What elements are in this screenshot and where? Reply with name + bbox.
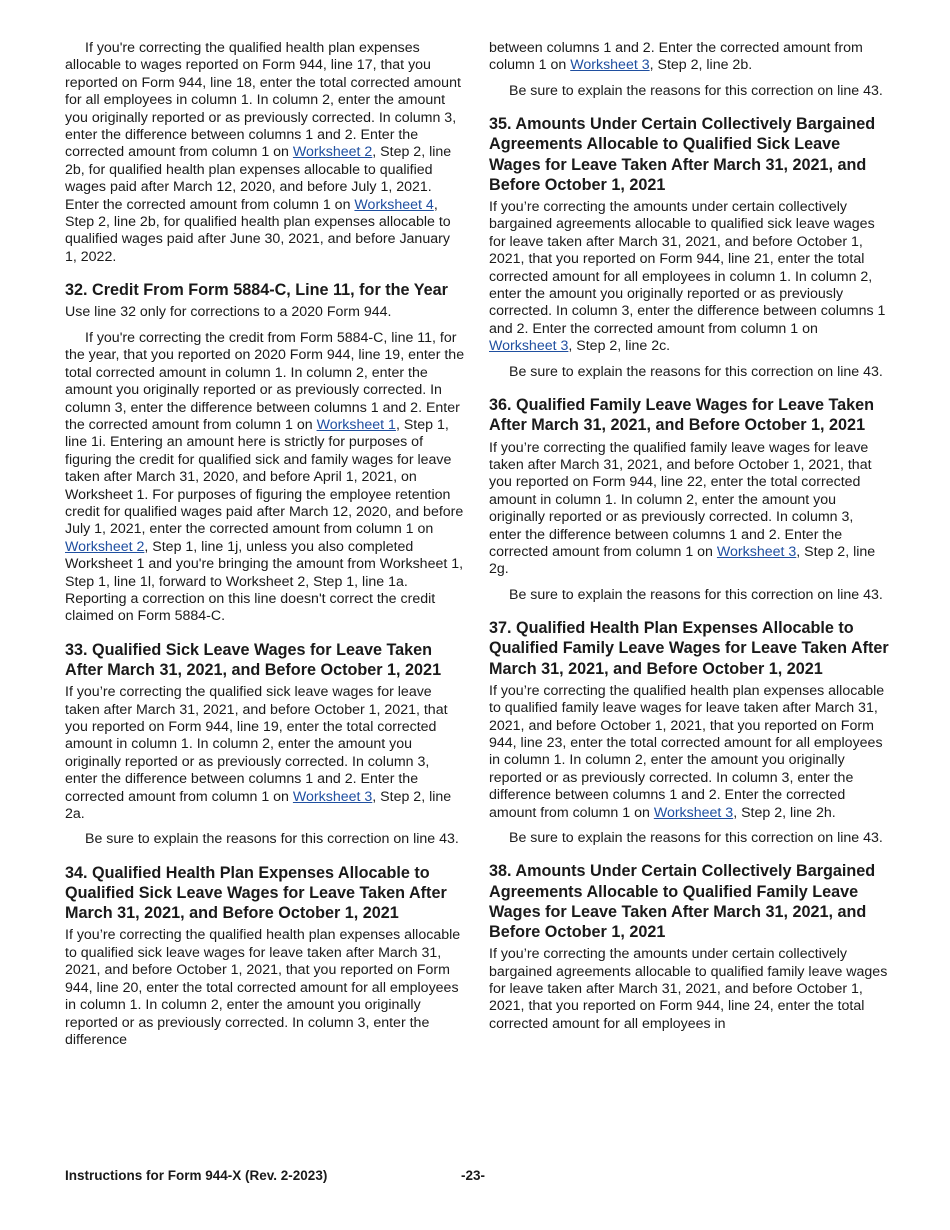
worksheet-1-link[interactable]: Worksheet 1: [316, 416, 396, 433]
footer-page-number: -23-: [461, 1168, 486, 1183]
worksheet-3-link[interactable]: Worksheet 3: [292, 788, 373, 805]
paragraph-line-35-body: If you’re correcting the amounts under certain collectively bargained agreements allocable to qualified sick leave wages for leave taken after March 31, 2021, and before October 1, 2021, that you reported on Form 944, line 21, enter the total corrected amount for all employees in column 1. In column 2, enter the amount you originally reported or as previously corrected. In column 3, enter the difference between columns 1 and 2. Enter the corrected amount from column 1 on Worksheet 3, Step 2, line 2c.: [489, 199, 886, 355]
worksheet-3-link[interactable]: Worksheet 3: [570, 57, 650, 74]
heading-line-37: 37. Qualified Health Plan Expenses Allocable to Qualified Family Leave Wages for Leave Taken After March 31, 2021, and Before October 1, 2021: [489, 619, 889, 678]
heading-line-36: 36. Qualified Family Leave Wages for Leave Taken After March 31, 2021, and Before October 1, 2021: [489, 396, 875, 435]
worksheet-2-link[interactable]: Worksheet 2: [65, 538, 145, 555]
paragraph-line-37-note: Be sure to explain the reasons for this correction on line 43.: [509, 830, 883, 847]
worksheet-3-link[interactable]: Worksheet 3: [489, 338, 569, 355]
paragraph-line-34-continued: between columns 1 and 2. Enter the corrected amount from column 1 on Worksheet 3, Step 2, line 2b.: [489, 40, 863, 74]
paragraph-line-37-body: If you’re correcting the qualified health plan expenses allocable to qualified family leave wages for leave taken after March 31, 2021, and before October 1, 2021, that you reported on Form 944, line 23, enter the total corrected amount for all employees in column 1. In column 2, enter the amount you originally reported or as previously corrected. In column 3, enter the difference between columns 1 and 2. Enter the corrected amount from column 1 on Worksheet 3, Step 2, line 2h.: [489, 682, 885, 821]
paragraph-line-36-body: If you’re correcting the qualified family leave wages for leave taken after March 31, 2021, and before October 1, 2021, that you reported on Form 944, line 22, enter the total corrected amount in column 1. In column 2, enter the amount you originally reported or as previously corrected. In column 3, enter the difference between columns 1 and 2. Enter the corrected amount from column 1 on Worksheet 3, Step 2, line 2g.: [489, 439, 876, 578]
worksheet-3-link[interactable]: Worksheet 3: [653, 804, 734, 821]
paragraph-line-34-body: If you’re correcting the qualified health plan expenses allocable to qualified sick leave wages for leave taken after March 31, 2021, and before October 1, 2021, that you reported on Form 944, line 20, enter the total corrected amount for all employees in column 1. In column 2, enter the amount you originally reported or as previously corrected. In column 3, enter the difference: [65, 927, 461, 1048]
heading-line-33: 33. Qualified Sick Leave Wages for Leave Taken After March 31, 2021, and Before October 1, 2021: [65, 640, 442, 679]
paragraph-line-32-usage: Use line 32 only for corrections to a 2020 Form 944.: [65, 304, 392, 321]
paragraph-line-32-body: If you're correcting the credit from Form 5884-C, line 11, for the year, that you reported on 2020 Form 944, line 19, enter the total corrected amount in column 1. In column 2, enter the amount you originally reported or as previously corrected. In column 3, enter the difference between columns 1 and 2. Enter the corrected amount from column 1 on Worksheet 1, Step 1, line 1i. Entering an amount here is strictly for purposes of figuring the credit for qualified sick and family wages for leave taken after March 31, 2020, and before April 1, 2021, on Worksheet 1. For purposes of figuring the employee retention credit for qualified wages paid after March 12, 2020, and before July 1, 2021, enter the corrected amount from column 1 on Worksheet 2, Step 1, line 1j, unless you also completed Worksheet 1 and you're bringing the amount from Worksheet 1, Step 1, line 1l, forward to Worksheet 2, Step 1, line 1a. Reporting a correction on this line doesn't correct the credit claimed on Form 5884-C.: [65, 329, 465, 625]
paragraph-line-36-note: Be sure to explain the reasons for this correction on line 43.: [509, 586, 883, 603]
footer-form-title: Instructions for Form 944-X (Rev. 2-2023): [65, 1168, 328, 1183]
paragraph-line-35-note: Be sure to explain the reasons for this correction on line 43.: [509, 363, 883, 380]
worksheet-4-link[interactable]: Worksheet 4: [354, 196, 434, 213]
paragraph-line-33-note: Be sure to explain the reasons for this correction on line 43.: [85, 831, 459, 848]
worksheet-2-link[interactable]: Worksheet 2: [292, 144, 373, 161]
left-column: [65, 40, 465, 1057]
paragraph-line-34-note: Be sure to explain the reasons for this correction on line 43.: [509, 82, 883, 99]
heading-line-34: 34. Qualified Health Plan Expenses Allocable to Qualified Sick Leave Wages for Leave Taken After March 31, 2021, and Before October 1, 2021: [65, 863, 447, 923]
heading-line-32: 32. Credit From Form 5884-C, Line 11, for the Year: [65, 281, 448, 300]
paragraph-line-33-body: If you’re correcting the qualified sick leave wages for leave taken after March 31, 2021, and before October 1, 2021, that you reported on Form 944, line 19, enter the total corrected amount in column 1. In column 2, enter the amount you originally reported or as previously corrected. In column 3, enter the difference between columns 1 and 2. Enter the corrected amount from column 1 on Worksheet 3, Step 2, line 2a.: [65, 684, 452, 823]
paragraph-line-31-body: If you're correcting the qualified health plan expenses allocable to wages reported on Form 944, line 17, that you reported on Form 944, line 18, enter the total corrected amount for all employees in column 1. In column 2, enter the amount you originally reported or as previously corrected. In column 3, enter the difference between columns 1 and 2. Enter the corrected amount from column 1 on Worksheet 2, Step 2, line 2b, for qualified health plan expenses allocable to qualified wages paid after March 12, 2020, and before July 1, 2021. Enter the corrected amount from column 1 on Worksheet 4, Step 2, line 2b, for qualified health plan expenses allocable to qualified wages paid after June 30, 2021, and before January 1, 2022.: [65, 40, 461, 265]
right-column: [489, 40, 889, 1041]
worksheet-3-link[interactable]: Worksheet 3: [716, 543, 797, 560]
heading-line-35: 35. Amounts Under Certain Collectively Bargained Agreements Allocable to Qualified Sick Leave Wages for Leave Taken After March 31, 2021, and Before October 1, 2021: [489, 115, 876, 194]
paragraph-line-38-body: If you’re correcting the amounts under certain collectively bargained agreements allocable to qualified family leave wages for leave taken after March 31, 2021, and before October 1, 2021, that you reported on Form 944, line 24, enter the total corrected amount for all employees in: [489, 946, 888, 1032]
heading-line-38: 38. Amounts Under Certain Collectively Bargained Agreements Allocable to Qualified Family Leave Wages for Leave Taken After March 31, 2021, and Before October 1, 2021: [489, 862, 876, 942]
